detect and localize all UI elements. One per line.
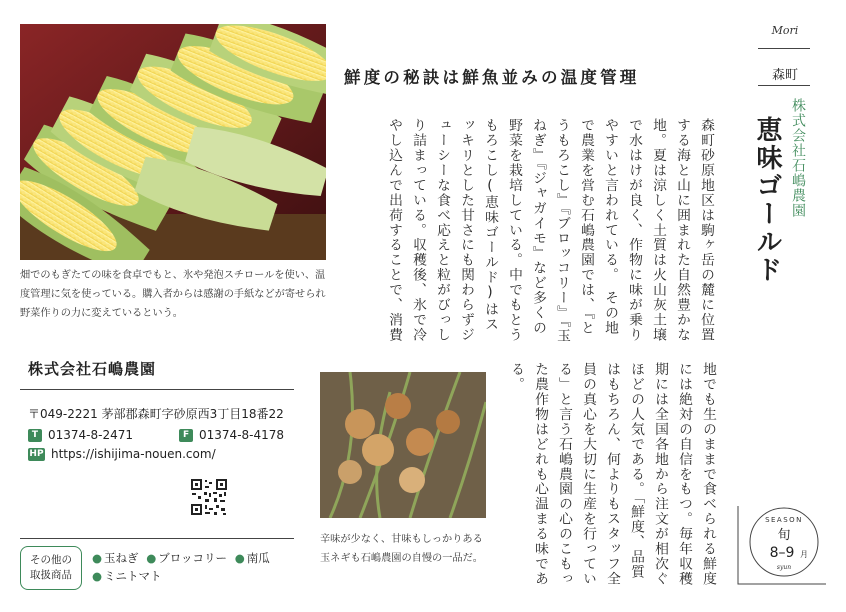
hp-badge-icon: HP	[29, 448, 44, 459]
bullet-icon: ●	[146, 551, 157, 565]
other-products-list	[92, 549, 306, 585]
tel-number[interactable]: 01374-8-2471	[48, 428, 134, 442]
qr-code-icon[interactable]	[190, 478, 228, 516]
onion-photo-caption: 辛味が少なく、甘味もしっかりある玉ネギも石嶋農園の自慢の一品だ。	[320, 534, 483, 564]
season-stamp	[736, 496, 828, 586]
bullet-icon: ●	[92, 569, 103, 583]
other-products-label	[20, 546, 82, 590]
corn-photo	[20, 24, 326, 260]
other-products-label-line2: 取扱商品	[30, 569, 72, 581]
season-kanji: 旬	[777, 528, 791, 543]
header-divider-top	[758, 48, 810, 49]
list-item: ● 玉ねぎ	[92, 551, 139, 565]
season-range: 8–9	[769, 545, 795, 561]
header-divider-bottom	[758, 85, 810, 86]
season-stamp-graphic	[736, 496, 828, 586]
article-body-column-1: 森町砂原地区は駒ヶ岳の麓に位置する海と山に囲まれた自然豊かな地。夏は涼しく土質は火山灰土壌で水はけが良く、作物に味が乗りやすいと言われている。 その地で農業を営む石嶋農園では、『とうもろこし』『ブロッコリー』『玉ねぎ』『ジャガイモ』など多くの野菜を栽培している。中でもとうもろこし(恵味ゴールド)はスッキリとした甘さにも関わらずジューシーな食べ応えと粒がびっしり詰まっている。収穫後、氷で冷やし込んで出荷することで、消費	[386, 118, 714, 344]
tel-badge-icon: T	[28, 429, 42, 442]
corn-photo-caption: 畑でのもぎたての味を食卓でもと、氷や発泡スチロールを使い、温度管理に気を使っている。購入者からは感謝の手紙などが寄せられ野菜作りの力に変えているという。	[20, 270, 326, 319]
list-item: ● ブロッコリー	[146, 551, 228, 565]
area-name: 森町	[771, 68, 798, 83]
bullet-icon: ●	[234, 551, 245, 565]
company-name: 株式会社石嶋農園	[28, 360, 157, 378]
headline: 鮮度の秘訣は鮮魚並みの温度管理	[344, 68, 640, 87]
list-item: ● 南瓜	[234, 551, 270, 565]
season-sub: syun	[776, 564, 792, 571]
list-item: ● ミニトマト	[92, 569, 162, 583]
address: 〒049-2221 茅部郡森町字砂原西3丁目18番22	[28, 407, 284, 421]
website	[28, 447, 216, 461]
website-url[interactable]: https://ishijima-nouen.com/	[51, 447, 216, 461]
fax-badge-icon: F	[179, 429, 193, 442]
bullet-icon: ●	[92, 551, 103, 565]
info-divider-top	[20, 389, 294, 390]
fax-number: 01374-8-4178	[199, 428, 285, 442]
info-divider-bottom	[20, 538, 294, 539]
product-title: 恵味ゴールド	[752, 116, 782, 284]
season-label: SEASON	[765, 516, 803, 524]
other-products-label-line1: その他の	[30, 554, 72, 566]
contact-phones	[28, 428, 284, 442]
onion-photo	[320, 372, 486, 518]
article-body-column-2: 地でも生のままで食べられる鮮度には絶対の自信をもつ。毎年収穫期には全国各地から注文が相次ぐほどの人気である。「鮮度、品質はもちろん、何よりもスタッフ全員の真心を大切に生産を行っている」と言う石嶋農園の心のこもった農作物はどれも心温まる味である。	[508, 362, 716, 587]
company-name-vertical: 株式会社石嶋農園	[790, 98, 806, 218]
season-unit: 月	[800, 550, 808, 559]
area-script-label: Mori	[771, 24, 799, 37]
